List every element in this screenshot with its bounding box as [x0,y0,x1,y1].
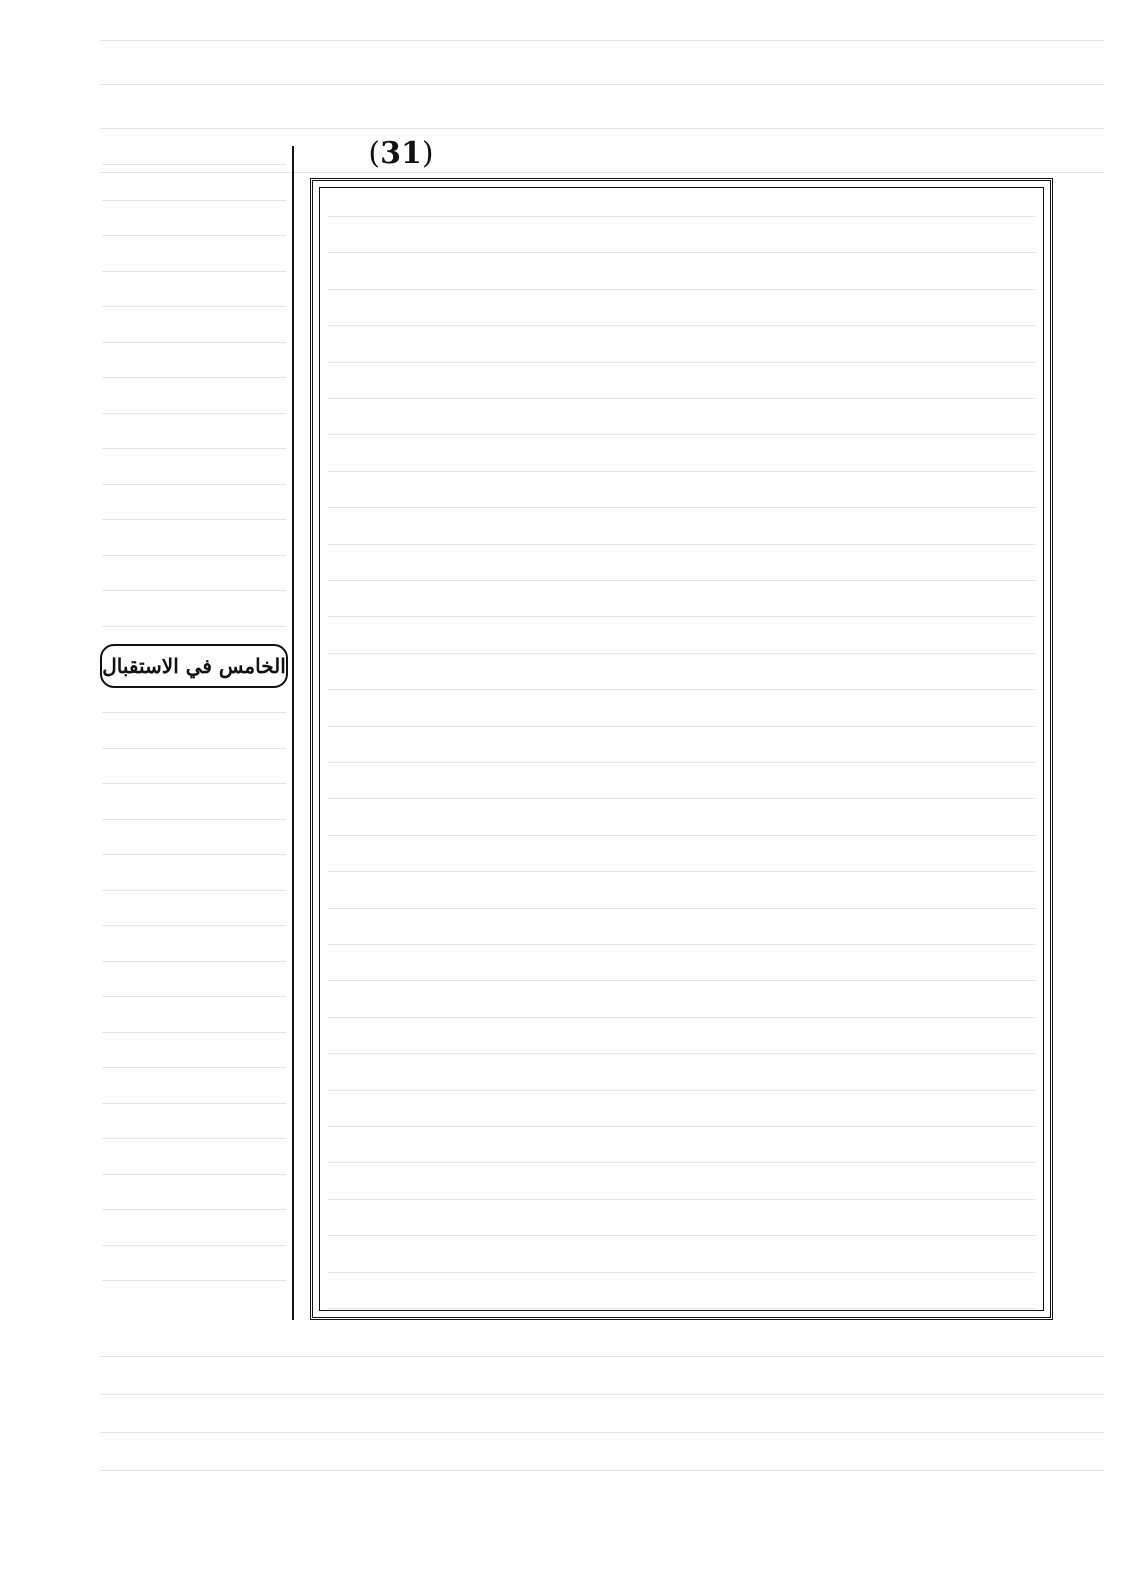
text-line [328,1090,1035,1091]
main-text-block [319,187,1044,1311]
bottom-text-band [100,1326,1104,1476]
text-line [102,1138,286,1139]
text-line [102,413,286,414]
text-line [102,626,286,627]
text-line [102,1174,286,1175]
text-line [328,908,1035,909]
text-line [102,1067,286,1068]
text-line [328,1235,1035,1236]
main-text-frame [310,178,1053,1320]
text-line [328,980,1035,981]
text-line [102,854,286,855]
text-line [102,235,286,236]
text-line [328,252,1035,253]
text-line [328,1199,1035,1200]
text-line [328,798,1035,799]
text-line [102,1245,286,1246]
text-line [102,961,286,962]
text-line [100,1470,1104,1471]
text-line [102,484,286,485]
text-line [102,1103,286,1104]
text-line [328,1126,1035,1127]
text-line [328,1053,1035,1054]
text-line [100,128,1104,129]
text-line [100,40,1104,41]
text-line [102,271,286,272]
text-line [328,653,1035,654]
text-line [328,362,1035,363]
text-line [328,398,1035,399]
text-line [100,1356,1104,1357]
text-line [328,580,1035,581]
text-line [102,555,286,556]
text-line [328,216,1035,217]
text-line [328,871,1035,872]
text-line [328,1017,1035,1018]
text-line [328,434,1035,435]
text-line [328,289,1035,290]
text-line [102,377,286,378]
text-line [102,712,286,713]
text-line [328,544,1035,545]
text-line [102,996,286,997]
text-line [328,762,1035,763]
text-line [102,306,286,307]
text-line [328,944,1035,945]
text-line [328,507,1035,508]
text-line [102,164,286,165]
text-line [328,835,1035,836]
page-number: (31) [368,136,434,171]
text-line [100,1394,1104,1395]
text-line [102,519,286,520]
text-line [102,1032,286,1033]
text-line [328,726,1035,727]
text-line [328,689,1035,690]
text-line [102,342,286,343]
text-line [100,1432,1104,1433]
text-line [102,925,286,926]
text-line [102,590,286,591]
text-line [328,1308,1035,1309]
text-line [328,1162,1035,1163]
text-line [102,200,286,201]
text-line [102,1209,286,1210]
text-line [102,783,286,784]
text-line [102,819,286,820]
text-line [102,1280,286,1281]
text-line [102,448,286,449]
text-line [328,471,1035,472]
text-line [102,748,286,749]
text-line [328,325,1035,326]
text-line [102,890,286,891]
text-line [100,84,1104,85]
text-line [328,616,1035,617]
section-heading: الخامس في الاستقبال [100,644,288,688]
text-line [328,1272,1035,1273]
side-column [96,146,294,1320]
